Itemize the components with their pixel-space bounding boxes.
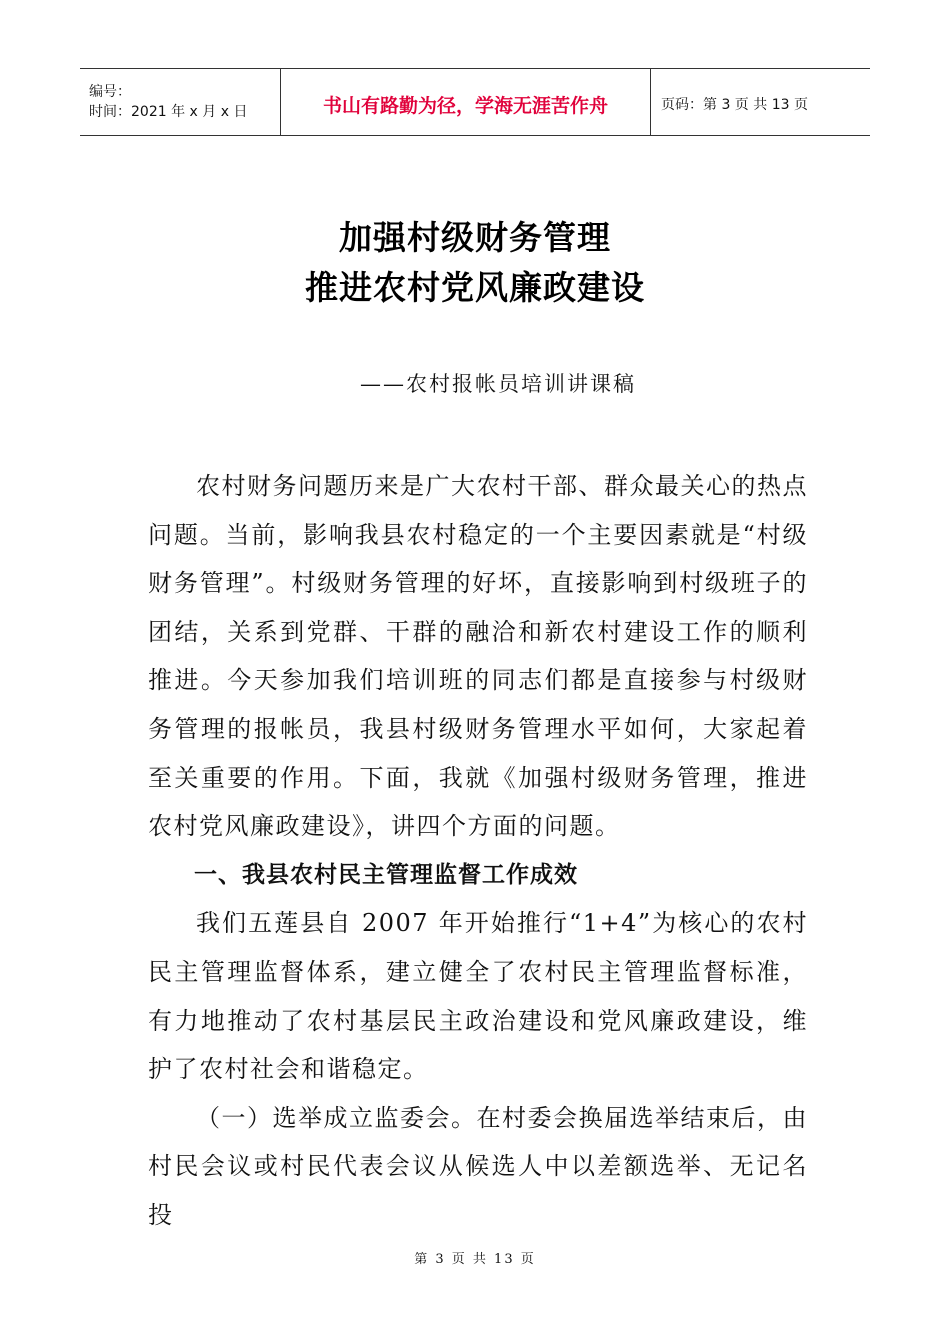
document-body [148,462,808,1240]
header-table [80,68,870,136]
section-heading-1: 一、我县农村民主管理监督工作成效 [194,861,578,888]
motto-text: 书山有路勤为径，学海无涯苦作舟 [322,94,608,117]
paragraph-intro: 农村财务问题历来是广大农村干部、群众最关心的热点问题。当前，影响我县农村稳定的一个主要因素就是“村级财务管理”。村级财务管理的好坏，直接影响到村级班子的团结，关系到党群、干群的融洽和新农村建设工作的顺利推进。今天参加我们培训班的同志们都是直接参与村级财务管理的报帐员，我县村级财务管理水平如何，大家起着至关重要的作用。下面，我就《加强村级财务管理，推进农村党风廉政建设》，讲四个方面的问题。 [148,472,808,841]
document-title-line1: 加强村级财务管理 [339,218,611,257]
header-motto-cell [281,69,651,135]
header-page-cell [651,69,870,135]
page-footer: 第 3 页 共 13 页 [414,1252,536,1267]
paragraph-section-1: 我们五莲县自 2007 年开始推行“1+4”为核心的农村民主管理监督体系，建立健全了农村民主管理监督标准，有力地推动了农村基层民主政治建设和党风廉政建设，维护了农村社会和谐稳定。 [148,909,808,1084]
time-label: 时间：2021 年 x 月 x 日 [89,104,248,120]
page-info: 页码：第 3 页 共 13 页 [661,97,808,113]
number-label: 编号： [89,84,131,100]
header-meta-cell [80,69,281,135]
document-title-line2: 推进农村党风廉政建设 [305,268,645,307]
document-subtitle: ——农村报帐员培训讲课稿 [360,372,636,396]
paragraph-subsection-1: （一）选举成立监委会。在村委会换届选举结束后，由村民会议或村民代表会议从候选人中以差额选举、无记名投 [148,1103,808,1229]
